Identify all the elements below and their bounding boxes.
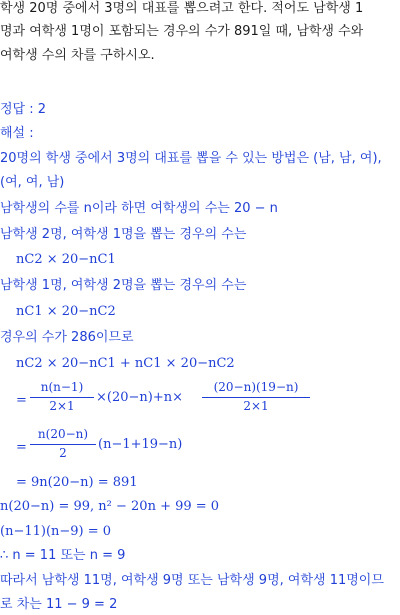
eq1-fraction-bar-2 (202, 397, 310, 398)
eq1-middle: ×(20−n)+n× (96, 390, 184, 405)
conclusion-line-1: 따라서 남학생 11명, 여학생 9명 또는 남학생 9명, 여학생 11명이므 (0, 573, 384, 588)
eq6-line: ∴ n = 11 또는 n = 9 (0, 548, 126, 563)
sum-expression: nC2 × 20−nC1 + nC1 × 20−nC2 (16, 356, 235, 371)
eq1-denominator-2: 2×1 (243, 399, 269, 413)
eq1-fraction-bar-1 (30, 397, 94, 398)
explanation-label: 해설 : (0, 126, 34, 141)
problem-line-3: 여학생 수의 차를 구하시오. (0, 48, 155, 63)
case2-text: 남학생 1명, 여학생 2명을 뽑는 경우의 수는 (0, 278, 247, 293)
explanation-intro-1: 20명의 학생 중에서 3명의 대표를 뽑을 수 있는 방법은 (남, 남, 여), (0, 151, 382, 166)
answer-label: 정답 : 2 (0, 102, 47, 117)
eq4-line: n(20−n) = 99, n² − 20n + 99 = 0 (0, 499, 220, 514)
eq1-denominator-1: 2×1 (49, 399, 75, 413)
eq2-rest: (n−1+19−n) (98, 437, 183, 452)
case1-text: 남학생 2명, 여학생 1명을 뽑는 경우의 수는 (0, 227, 247, 242)
eq2-fraction-bar (30, 444, 96, 445)
eq2-numerator: n(20−n) (37, 427, 89, 441)
eq1-numerator-1: n(n−1) (40, 380, 84, 394)
eq2-denominator: 2 (59, 446, 67, 460)
eq5-line: (n−11)(n−9) = 0 (0, 524, 112, 539)
explanation-intro-2: (여, 여, 남) (0, 175, 65, 190)
eq2-equals: = (16, 440, 27, 455)
total-text: 경우의 수가 286이므로 (0, 330, 134, 345)
eq1-numerator-2: (20−n)(19−n) (213, 380, 299, 394)
eq3-line: = 9n(20−n) = 891 (16, 475, 138, 490)
case1-expression: nC2 × 20−nC1 (16, 252, 116, 267)
eq1-equals: = (16, 393, 27, 408)
problem-line-1: 학생 20명 중에서 3명의 대표를 뽑으려고 한다. 적어도 남학생 1 (0, 1, 364, 16)
problem-line-2: 명과 여학생 1명이 포함되는 경우의 수가 891일 때, 남학생 수와 (0, 24, 364, 39)
conclusion-line-2: 로 차는 11 − 9 = 2 (0, 597, 118, 612)
case2-expression: nC1 × 20−nC2 (16, 304, 116, 319)
definition-line: 남학생의 수를 n이라 하면 여학생의 수는 20 − n (0, 201, 278, 216)
